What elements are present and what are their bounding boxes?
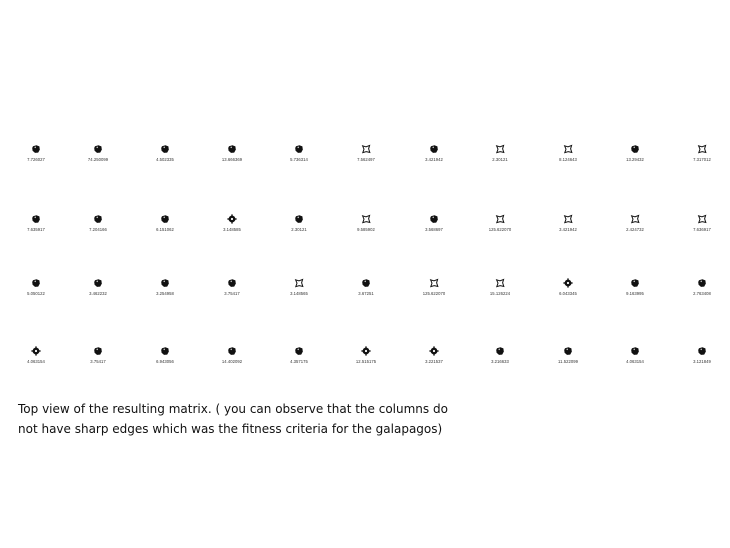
fitness-value: 4.357175 <box>290 359 308 364</box>
blob-shape-icon <box>135 144 195 154</box>
blob-shape-icon <box>269 144 329 154</box>
matrix-row <box>0 278 730 306</box>
fitness-value: 11.522099 <box>558 359 578 364</box>
caption-line-1: Top view of the resulting matrix. ( you can observe that the columns do <box>18 402 448 416</box>
matrix-cell <box>269 278 329 306</box>
blob-shape-icon <box>6 214 66 224</box>
matrix-cell <box>202 214 262 242</box>
matrix-cell <box>404 278 464 306</box>
fitness-value: 5.050122 <box>27 291 45 296</box>
fitness-value: 3.421942 <box>559 227 577 232</box>
matrix-cell <box>538 346 598 374</box>
outline-shape-icon <box>269 278 329 288</box>
blob-shape-icon <box>269 346 329 356</box>
gear-shape-icon <box>202 214 262 224</box>
matrix-cell <box>135 214 195 242</box>
fitness-value: 4.063154 <box>626 359 644 364</box>
matrix-cell <box>404 214 464 242</box>
matrix-cell <box>269 214 329 242</box>
matrix-cell <box>470 346 530 374</box>
fitness-value: 3.121849 <box>693 359 711 364</box>
fitness-value: 2.30121 <box>492 157 508 162</box>
blob-shape-icon <box>68 278 128 288</box>
matrix-cell <box>672 278 730 306</box>
blob-shape-icon <box>404 144 464 154</box>
matrix-cell <box>202 278 262 306</box>
fitness-value: 125.622070 <box>488 227 512 232</box>
gear-shape-icon <box>538 278 598 288</box>
blob-shape-icon <box>68 214 128 224</box>
blob-shape-icon <box>202 346 262 356</box>
fitness-value: 74.250099 <box>87 157 109 162</box>
fitness-value: 2.763408 <box>693 291 711 296</box>
matrix-cell <box>68 144 128 172</box>
fitness-value: 7.317012 <box>693 157 711 162</box>
fitness-value: 9.585902 <box>357 227 375 232</box>
blob-shape-icon <box>605 346 665 356</box>
outline-shape-icon <box>336 144 396 154</box>
gear-shape-icon <box>404 346 464 356</box>
matrix-cell <box>202 144 262 172</box>
gear-shape-icon <box>6 346 66 356</box>
fitness-value: 14.402092 <box>221 359 243 364</box>
result-matrix <box>0 144 730 374</box>
matrix-cell <box>336 214 396 242</box>
fitness-value: 3.568697 <box>425 227 443 232</box>
fitness-value: 13.29432 <box>626 157 644 162</box>
matrix-cell <box>470 144 530 172</box>
fitness-value: 15.126224 <box>489 291 511 296</box>
fitness-value: 6.943056 <box>156 359 174 364</box>
fitness-value: 3.221537 <box>425 359 443 364</box>
blob-shape-icon <box>336 278 396 288</box>
fitness-value: 9.163995 <box>626 291 644 296</box>
blob-shape-icon <box>135 278 195 288</box>
matrix-cell <box>336 278 396 306</box>
fitness-value: 12.515175 <box>355 359 377 364</box>
fitness-value: 6.043345 <box>559 291 577 296</box>
blob-shape-icon <box>470 346 530 356</box>
matrix-cell <box>135 278 195 306</box>
fitness-value: 5.736314 <box>290 157 308 162</box>
matrix-cell <box>68 278 128 306</box>
slide-title <box>0 18 730 48</box>
fitness-value: 2.30121 <box>291 227 307 232</box>
fitness-value: 7.204166 <box>89 227 107 232</box>
matrix-cell <box>404 346 464 374</box>
fitness-value: 2.424732 <box>626 227 644 232</box>
blob-shape-icon <box>68 346 128 356</box>
fitness-value: 7.636917 <box>693 227 711 232</box>
outline-shape-icon <box>538 144 598 154</box>
outline-shape-icon <box>470 278 530 288</box>
blob-shape-icon <box>269 214 329 224</box>
matrix-cell <box>605 214 665 242</box>
matrix-cell <box>269 346 329 374</box>
blob-shape-icon <box>672 346 730 356</box>
matrix-cell <box>538 144 598 172</box>
fitness-value: 8.124643 <box>559 157 577 162</box>
matrix-cell <box>269 144 329 172</box>
fitness-value: 13.666369 <box>221 157 243 162</box>
fitness-value: 3.421942 <box>425 157 443 162</box>
blob-shape-icon <box>202 278 262 288</box>
fitness-value: 7.726027 <box>27 157 45 162</box>
fitness-value: 3.148565 <box>290 291 308 296</box>
fitness-value: 4.063154 <box>27 359 45 364</box>
caption-line-2: not have sharp edges which was the fitness criteria for the galapagos) <box>18 422 443 436</box>
matrix-cell <box>6 214 66 242</box>
fitness-value: 3.254958 <box>156 291 174 296</box>
matrix-cell <box>6 278 66 306</box>
caption <box>18 399 578 439</box>
matrix-cell <box>672 214 730 242</box>
outline-shape-icon <box>605 214 665 224</box>
matrix-cell <box>538 214 598 242</box>
outline-shape-icon <box>336 214 396 224</box>
matrix-cell <box>336 144 396 172</box>
matrix-cell <box>135 144 195 172</box>
matrix-row <box>0 214 730 242</box>
matrix-cell <box>470 278 530 306</box>
outline-shape-icon <box>404 278 464 288</box>
matrix-cell <box>672 346 730 374</box>
blob-shape-icon <box>605 144 665 154</box>
matrix-cell <box>336 346 396 374</box>
fitness-value: 3.67251 <box>358 291 374 296</box>
matrix-cell <box>202 346 262 374</box>
blob-shape-icon <box>135 346 195 356</box>
fitness-value: 7.635917 <box>27 227 45 232</box>
outline-shape-icon <box>672 214 730 224</box>
outline-shape-icon <box>538 214 598 224</box>
blob-shape-icon <box>404 214 464 224</box>
blob-shape-icon <box>135 214 195 224</box>
matrix-cell <box>538 278 598 306</box>
fitness-value: 125.622070 <box>422 291 446 296</box>
outline-shape-icon <box>470 214 530 224</box>
matrix-cell <box>135 346 195 374</box>
blob-shape-icon <box>538 346 598 356</box>
matrix-cell <box>404 144 464 172</box>
blob-shape-icon <box>672 278 730 288</box>
matrix-row <box>0 346 730 374</box>
blob-shape-icon <box>68 144 128 154</box>
blob-shape-icon <box>6 278 66 288</box>
blob-shape-icon <box>605 278 665 288</box>
matrix-cell <box>605 144 665 172</box>
matrix-row <box>0 144 730 172</box>
fitness-value: 6.151062 <box>156 227 174 232</box>
fitness-value: 3.148585 <box>223 227 241 232</box>
matrix-cell <box>605 346 665 374</box>
fitness-value: 7.562497 <box>357 157 375 162</box>
matrix-cell <box>6 144 66 172</box>
matrix-cell <box>470 214 530 242</box>
matrix-cell <box>68 346 128 374</box>
fitness-value: 4.502335 <box>156 157 174 162</box>
matrix-cell <box>6 346 66 374</box>
fitness-value: 3.75417 <box>90 359 106 364</box>
matrix-cell <box>672 144 730 172</box>
fitness-value: 3.462232 <box>89 291 107 296</box>
matrix-cell <box>605 278 665 306</box>
blob-shape-icon <box>6 144 66 154</box>
outline-shape-icon <box>470 144 530 154</box>
blob-shape-icon <box>202 144 262 154</box>
gear-shape-icon <box>336 346 396 356</box>
fitness-value: 3.216633 <box>491 359 509 364</box>
outline-shape-icon <box>672 144 730 154</box>
matrix-cell <box>68 214 128 242</box>
fitness-value: 3.75417 <box>224 291 240 296</box>
